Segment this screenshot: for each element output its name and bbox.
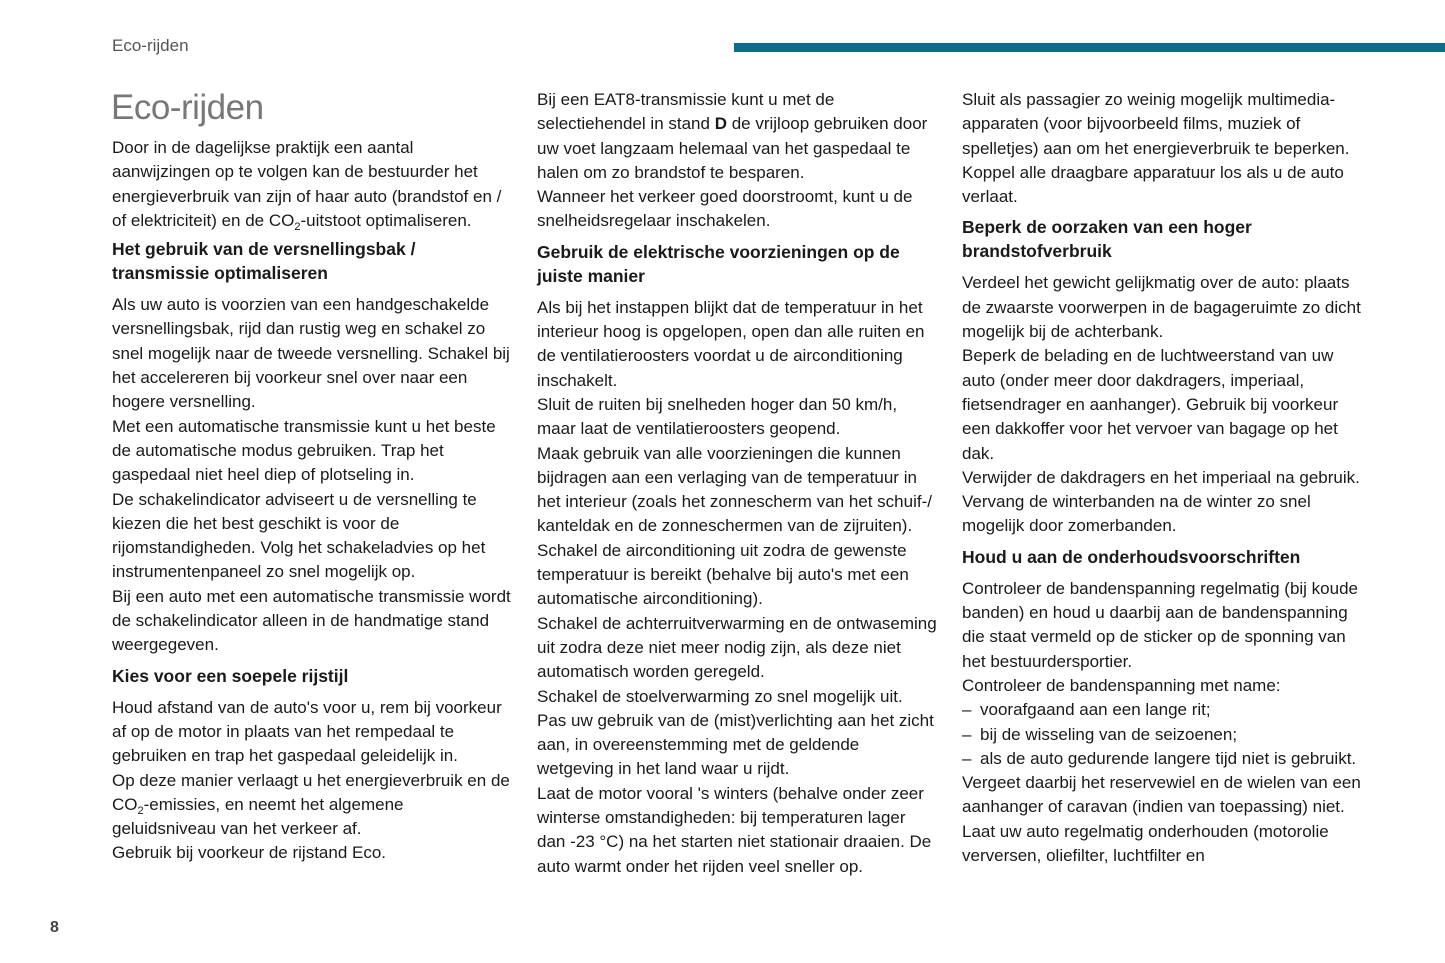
intro-text-after: -uitstoot optimaliseren. [300,210,472,230]
paragraph: Schakel de stoelverwarming zo snel mogelijk uit. [537,686,903,706]
paragraph: Maak gebruik van alle voorzieningen die kunnen bijdragen aan een verlaging van de temperatuur in het interieur (zoals het zonnescherm van het schuif-/ kanteldak en de zonneschermen van de zijruiten). [537,443,932,536]
paragraph: Houd afstand van de auto's voor u, rem bij voorkeur af op de motor in plaats van het rempedaal te gebruiken en trap het gaspedaal geleidelijk in. [112,697,502,766]
paragraph: Schakel de achterruitverwarming en de ontwaseming uit zodra deze niet meer nodig zijn, als deze niet automatisch worden geregeld. [537,613,937,682]
header-accent-bar [734,43,1445,52]
column-2 [537,88,937,879]
intro-text-before: Door in de dagelijkse praktijk een aantal aanwijzingen op te volgen kan de bestuurder het energieverbruik van zijn of haar auto (brandstof en / of elektriciteit) en de CO [112,138,502,230]
paragraph [537,88,937,185]
paragraph: Koppel alle draagbare apparatuur los als u de auto verlaat. [962,162,1344,207]
paragraph: Laat de motor vooral 's winters (behalve onder zeer winterse omstandigheden: bij temperaturen lager dan -23 °C) na het starten niet stationair draaien. De auto warmt onder het rijden veel sneller op. [537,783,932,876]
column-3 [962,88,1362,868]
list-item: – voorafgaand aan een lange rit; [962,698,1362,722]
paragraph: Vergeet daarbij het reservewiel en de wielen van een aanhanger of caravan (indien van toepassing) niet. [962,773,1361,817]
paragraph: De schakelindicator adviseert u de versnelling te kiezen die het best geschikt is voor de rijomstandigheden. Volg het schakeladvies op het instrumentenpaneel zo snel mogelijk op. [112,489,486,582]
paragraph: Als bij het instappen blijkt dat de temperatuur in het interieur hoog is opgelopen, open dan alle ruiten en de ventilatieroosters voordat u de airconditioning inschakelt. [537,297,925,390]
paragraph: Bij een auto met een automatische transmissie wordt de schakelindicator alleen in de handmatige stand weergegeven. [112,586,511,655]
heading-transmission: Het gebruik van de versnellingsbak / transmissie optimaliseren [112,239,416,284]
paragraph: Wanneer het verkeer goed doorstroomt, kunt u de snelheidsregelaar inschakelen. [537,187,913,231]
text-before: Op deze manier verlaagt u het energieverbruik en de CO [112,770,510,814]
paragraph: Beperk de belading en de luchtweerstand van uw auto (onder meer door dakdragers, imperiaal, fietsendrager en aanhanger). Gebruik bij voorkeur een dakkoffer voor het vervoer van bagage op het dak. [962,346,1339,463]
heading-electrical: Gebruik de elektrische voorzieningen op de juiste manier [537,241,900,286]
text-before: Bij een EAT8-transmissie kunt u met de selectiehendel in stand [537,90,835,134]
paragraph: Vervang de winterbanden na de winter zo snel mogelijk door zomerbanden. [962,492,1311,536]
subscript: 2 [137,804,144,817]
paragraph: Verwijder de dakdragers en het imperiaal na gebruik. [962,467,1360,487]
list-item: – bij de wisseling van de seizoenen; [962,723,1362,747]
paragraph: Laat uw auto regelmatig onderhouden (motorolie verversen, oliefilter, luchtfilter en [962,821,1329,866]
paragraph: Pas uw gebruik van de (mist)verlichting aan het zicht aan, in overeenstemming met de geldende wetgeving in het land waar u rijdt. [537,710,934,779]
paragraph: Controleer de bandenspanning regelmatig (bij koude banden) en houd u daarbij aan de bandenspanning die staat vermeld op de sticker op de sponning van het bestuurdersportier. [962,578,1358,671]
paragraph: Controleer de bandenspanning met name: [962,675,1281,695]
text-after: -emissies, en neemt het algemene geluidsniveau van het verkeer af. [112,794,404,839]
paragraph: Schakel de airconditioning uit zodra de gewenste temperatuur is bereikt (behalve bij auto's met een automatische airconditioning). [537,540,909,609]
paragraph: Verdeel het gewicht gelijkmatig over de auto: plaats de zwaarste voorwerpen in de bagageruimte zo dicht mogelijk bij de achterbank. [962,273,1361,342]
paragraph: Gebruik bij voorkeur de rijstand Eco. [112,843,387,863]
column-1 [112,88,512,866]
heading-maintenance: Houd u aan de onderhoudsvoorschriften [962,546,1301,567]
intro-subscript: 2 [294,220,301,233]
paragraph [112,769,512,842]
running-header-title: Eco-rijden [112,36,189,55]
paragraph: Sluit de ruiten bij snelheden hoger dan 50 km/h, maar laat de ventilatieroosters geopend. [537,394,898,439]
page-number: 8 [50,919,59,936]
intro-paragraph [112,136,512,233]
heading-fuel-consumption: Beperk de oorzaken van een hoger brandstofverbruik [962,217,1252,262]
page-title: Eco-rijden [111,88,264,127]
paragraph: Sluit als passagier zo weinig mogelijk multimedia-apparaten (voor bijvoorbeeld films, muziek of spelletjes) aan om het energieverbruik te beperken. [962,90,1350,158]
bold-text: D [714,114,727,134]
heading-driving-style: Kies voor een soepele rijstijl [112,665,349,686]
tyre-check-list [962,698,1362,771]
paragraph: Als uw auto is voorzien van een handgeschakelde versnellingsbak, rijd dan rustig weg en schakel zo snel mogelijk naar de tweede versnelling. Schakel bij het accelereren bij voorkeur snel over naar een hogere versnelling. [112,295,510,412]
list-item: – als de auto gedurende langere tijd niet is gebruikt. [962,747,1362,771]
text-after: de vrijloop gebruiken door uw voet langzaam helemaal van het gaspedaal te halen om zo brandstof te besparen. [537,114,928,182]
paragraph: Met een automatische transmissie kunt u het beste de automatische modus gebruiken. Trap het gaspedaal niet heel diep of plotseling in. [112,416,496,485]
